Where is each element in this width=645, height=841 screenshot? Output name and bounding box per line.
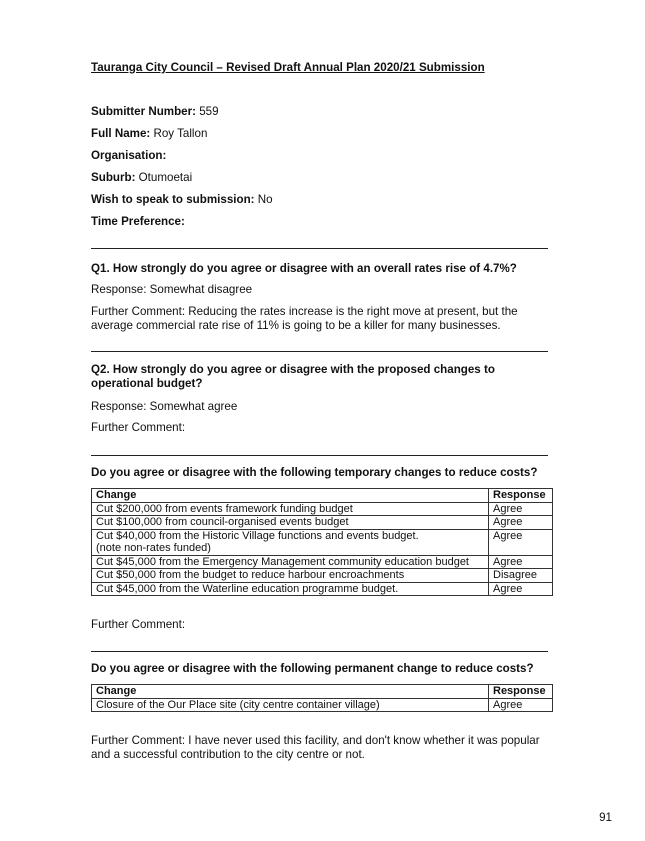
table-row <box>92 555 553 569</box>
field-full-name: Full Name: Roy Tallon <box>91 127 208 140</box>
table-row <box>92 516 553 530</box>
table-header-row <box>92 489 553 503</box>
response-cell: Agree <box>489 555 553 569</box>
change-cell: Cut $45,000 from the Emergency Management community education budget <box>92 555 489 569</box>
change-cell: Cut $50,000 from the budget to reduce harbour encroachments <box>92 569 489 583</box>
permanent-comment: Further Comment: I have never used this facility, and don't know whether it was popular and a successful contribution to the city centre or not. <box>91 734 540 761</box>
field-time-preference: Time Preference: <box>91 215 185 228</box>
page-number: 91 <box>599 811 612 824</box>
field-submitter-number: Submitter Number: 559 <box>91 105 219 118</box>
header-response: Response <box>489 685 553 699</box>
header-change: Change <box>92 489 489 503</box>
header-change: Change <box>92 685 489 699</box>
divider <box>91 351 548 352</box>
q2-question: Q2. How strongly do you agree or disagree with the proposed changes to operational budget? <box>91 363 495 390</box>
response-cell: Agree <box>489 502 553 516</box>
divider <box>91 651 548 652</box>
field-wish-to-speak: Wish to speak to submission: No <box>91 193 273 206</box>
field-suburb: Suburb: Otumoetai <box>91 171 193 184</box>
table-row <box>92 529 553 555</box>
change-note: (note non-rates funded) <box>96 542 211 554</box>
q1-comment: Further Comment: Reducing the rates increase is the right move at present, but the average commercial rate rise of 11% is going to be a killer for many businesses. <box>91 305 518 332</box>
document-title: Tauranga City Council – Revised Draft Annual Plan 2020/21 Submission <box>91 61 485 74</box>
temporary-changes-table <box>91 488 553 596</box>
divider <box>91 248 548 249</box>
q2-response: Response: Somewhat agree <box>91 400 238 413</box>
response-cell: Agree <box>489 582 553 596</box>
change-cell: Closure of the Our Place site (city centre container village) <box>92 698 489 712</box>
q1-response: Response: Somewhat disagree <box>91 283 253 296</box>
temporary-question: Do you agree or disagree with the following temporary changes to reduce costs? <box>91 466 538 479</box>
response-cell: Agree <box>489 516 553 530</box>
change-cell: Cut $200,000 from events framework funding budget <box>92 502 489 516</box>
q2-comment: Further Comment: <box>91 421 186 434</box>
table-row <box>92 569 553 583</box>
change-cell: Cut $45,000 from the Waterline education programme budget. <box>92 582 489 596</box>
response-cell: Agree <box>489 529 553 555</box>
response-cell: Agree <box>489 698 553 712</box>
change-cell: Cut $100,000 from council-organised events budget <box>92 516 489 530</box>
q1-question: Q1. How strongly do you agree or disagree with an overall rates rise of 4.7%? <box>91 262 517 275</box>
table-row <box>92 582 553 596</box>
response-cell: Disagree <box>489 569 553 583</box>
table-row <box>92 502 553 516</box>
temporary-comment: Further Comment: <box>91 618 186 631</box>
table-row <box>92 698 553 712</box>
divider <box>91 455 548 456</box>
field-organisation: Organisation: <box>91 149 167 162</box>
table-header-row <box>92 685 553 699</box>
permanent-question: Do you agree or disagree with the following permanent change to reduce costs? <box>91 662 534 675</box>
header-response: Response <box>489 489 553 503</box>
permanent-change-table <box>91 684 553 712</box>
change-cell: Cut $40,000 from the Historic Village functions and events budget. (note non-rates funded) <box>92 529 489 555</box>
